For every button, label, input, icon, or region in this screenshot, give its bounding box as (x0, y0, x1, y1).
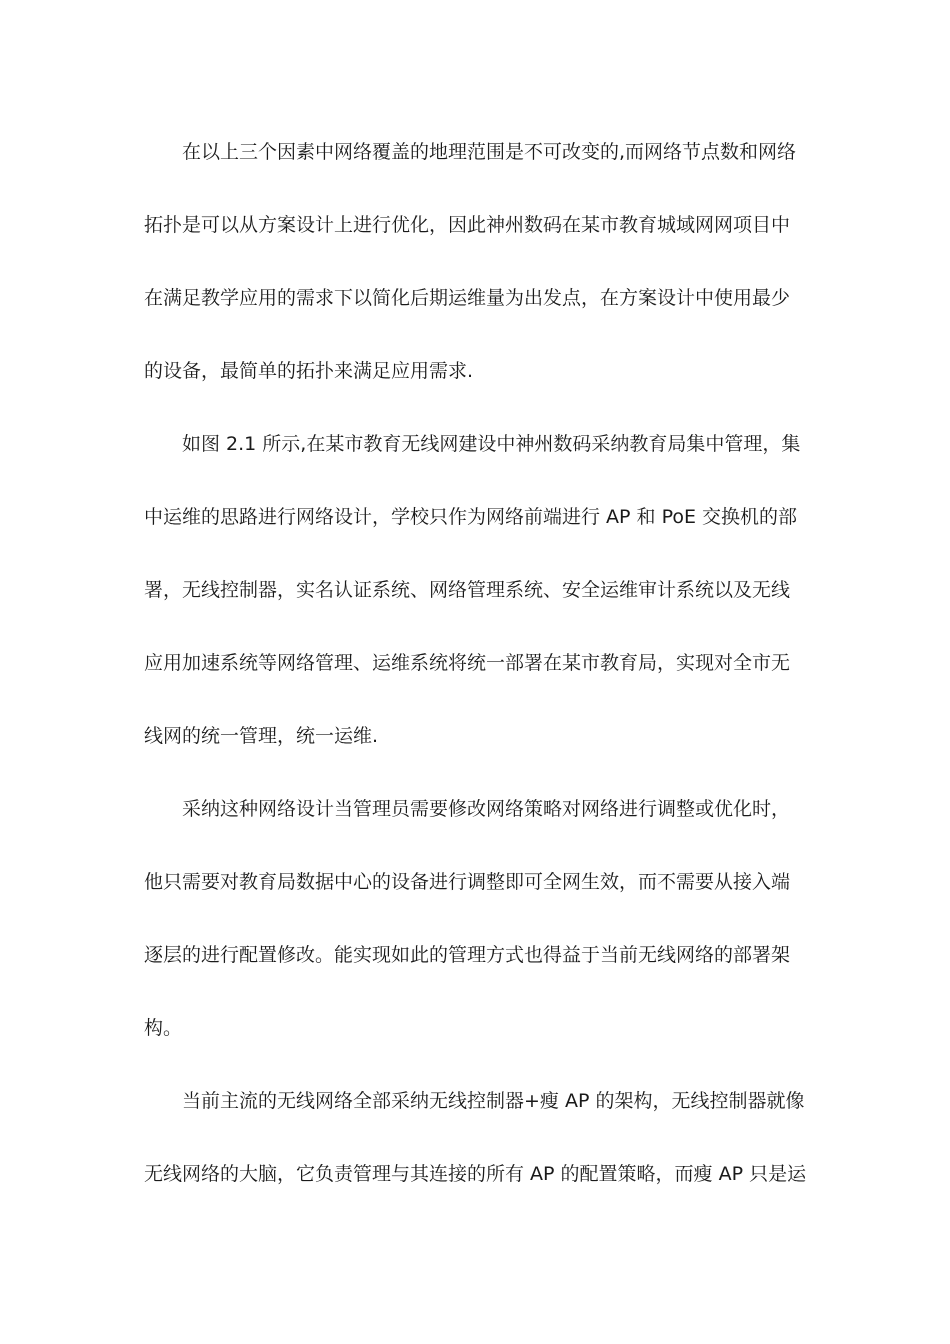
text-line: 拓扑是可以从方案设计上进行优化，因此神州数码在某市教育城域网网项目中 (144, 214, 791, 236)
document-body (144, 128, 808, 1223)
paragraph-4 (144, 1077, 808, 1223)
text-line: 署，无线控制器，实名认证系统、网络管理系统、安全运维审计系统以及无线 (144, 579, 791, 601)
text-line: 的设备，最简单的拓扑来满足应用需求. (144, 360, 474, 382)
text-line: 当前主流的无线网络全部采纳无线控制器+瘦 AP 的架构，无线控制器就像 (182, 1090, 805, 1112)
text-line: 构。 (144, 1017, 183, 1039)
text-line: 采纳这种网络设计当管理员需要修改网络策略对网络进行调整或优化时， (182, 798, 791, 820)
text-line: 如图 2.1 所示,在某市教育无线网建设中神州数码采纳教育局集中管理，集 (182, 433, 801, 455)
text-line: 在满足教学应用的需求下以简化后期运维量为出发点，在方案设计中使用最少 (144, 287, 791, 309)
text-line: 在以上三个因素中网络覆盖的地理范围是不可改变的,而网络节点数和网络 (182, 141, 797, 163)
paragraph-2 (144, 420, 808, 785)
text-line: 无线网络的大脑，它负责管理与其连接的所有 AP 的配置策略，而瘦 AP 只是运 (144, 1163, 807, 1185)
paragraph-3 (144, 785, 808, 1077)
text-line: 线网的统一管理，统一运维. (144, 725, 379, 747)
text-line: 他只需要对教育局数据中心的设备进行调整即可全网生效，而不需要从接入端 (144, 871, 791, 893)
text-line: 中运维的思路进行网络设计，学校只作为网络前端进行 AP 和 PoE 交换机的部 (144, 506, 798, 528)
paragraph-1 (144, 128, 808, 420)
text-line: 逐层的进行配置修改。能实现如此的管理方式也得益于当前无线网络的部署架 (144, 944, 791, 966)
text-line: 应用加速系统等网络管理、运维系统将统一部署在某市教育局，实现对全市无 (144, 652, 791, 674)
